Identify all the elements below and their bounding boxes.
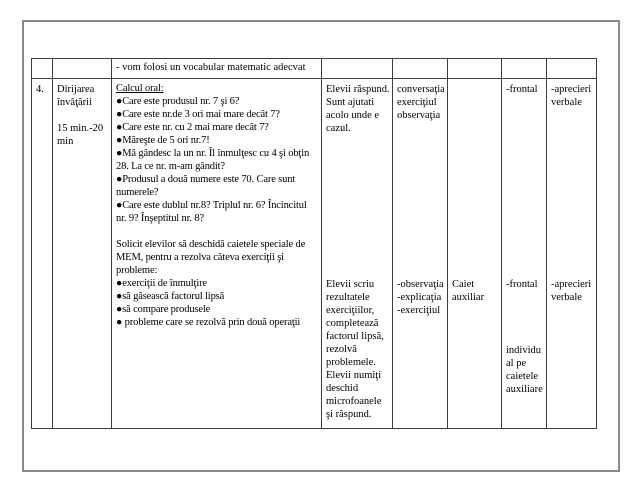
list-line: ●să găsească factorul lipsă	[116, 291, 225, 302]
cell-student-activity	[322, 79, 393, 429]
list-line: ●Mă gândesc la un nr. Îl înmulţesc cu 4 şi obţin 28. La ce nr. m-am gândit?	[116, 148, 310, 172]
previous-stage-row	[32, 59, 597, 79]
stage-name: Dirijarea învăţării	[57, 84, 95, 108]
list-line: ●Măreşte de 5 ori nr.7!	[116, 135, 210, 146]
evaluation-block-2: -aprecieri verbale	[551, 279, 592, 303]
prev-row-note-cell	[112, 59, 322, 79]
organization-block-1: -frontal	[506, 84, 538, 95]
materials-block: Caiet auxiliar	[452, 279, 485, 303]
organization-block-2: -frontal	[506, 279, 538, 290]
stage-block	[57, 83, 109, 148]
list-line: ●Care este nr. cu 2 mai mare decât 7?	[116, 122, 269, 133]
prev-row-empty-cell-1	[322, 59, 393, 79]
methods-block-2	[397, 278, 445, 317]
organization-block-3: individual pe caietele auxiliare	[506, 345, 543, 395]
cell-stage	[53, 79, 112, 429]
blank-line	[116, 225, 317, 238]
oral-exercises-list	[116, 95, 317, 225]
list-line: ● probleme care se rezolvă prin două operaţii	[116, 317, 301, 328]
list-line: ●Care este produsul nr. 7 şi 6?	[116, 96, 240, 107]
prev-row-empty-cell-4	[502, 59, 547, 79]
stage-row	[32, 79, 597, 429]
prev-row-number-cell	[32, 59, 53, 79]
cell-materials	[448, 79, 502, 429]
blank-line	[57, 109, 109, 122]
cell-row-number	[32, 79, 53, 429]
prev-row-empty-cell-5	[547, 59, 597, 79]
list-line: -explicaţia	[397, 292, 442, 303]
cell-methods	[393, 79, 448, 429]
list-line: ●exerciţii de înmulţire	[116, 278, 207, 289]
methods-block-1	[397, 83, 445, 122]
list-line: -observaţia	[397, 279, 444, 290]
list-line: ●Produsul a două numere este 70. Care sunt numerele?	[116, 174, 296, 198]
evaluation-block-1: -aprecieri verbale	[551, 84, 592, 108]
task-list	[116, 277, 317, 329]
page-border	[22, 20, 620, 472]
prev-row-note: - vom folosi un vocabular matematic adecvat	[116, 62, 306, 73]
prev-row-empty-cell-3	[448, 59, 502, 79]
cell-evaluation	[547, 79, 597, 429]
stage-duration: 15 min.-20 min	[57, 123, 104, 147]
student-activity-block-2: Elevii scriu rezultatele exerciţiilor, completează factorul lipsă, rezolvă problemele. Elevii numiţi deschid microfoanele şi răspund.	[326, 279, 384, 420]
list-line: conversaţia	[397, 84, 445, 95]
list-line: -exerciţiul	[397, 305, 441, 316]
prev-row-stage-cell	[53, 59, 112, 79]
lesson-plan-table	[31, 58, 597, 429]
prev-row-empty-cell-2	[393, 59, 448, 79]
instruction-paragraph: Solicit elevilor să deschidă caietele speciale de MEM, pentru a rezolva câteva exerciţii şi probleme:	[116, 239, 306, 276]
cell-teacher-activity	[112, 79, 322, 429]
list-line: ●Care este nr.de 3 ori mai mare decât 7?	[116, 109, 280, 120]
cell-organization	[502, 79, 547, 429]
list-line: observaţia	[397, 110, 441, 121]
list-line: ●să compare produsele	[116, 304, 211, 315]
student-activity-block-1: Elevii răspund. Sunt ajutati acolo unde e cazul.	[326, 84, 390, 134]
list-line: exerciţiul	[397, 97, 437, 108]
row-number: 4.	[36, 84, 44, 95]
oral-calc-heading: Calcul oral:	[116, 83, 164, 94]
list-line: ●Care este dublul nr.8? Triplul nr. 6? Încincitul nr. 9? Înşeptitul nr. 8?	[116, 200, 307, 224]
